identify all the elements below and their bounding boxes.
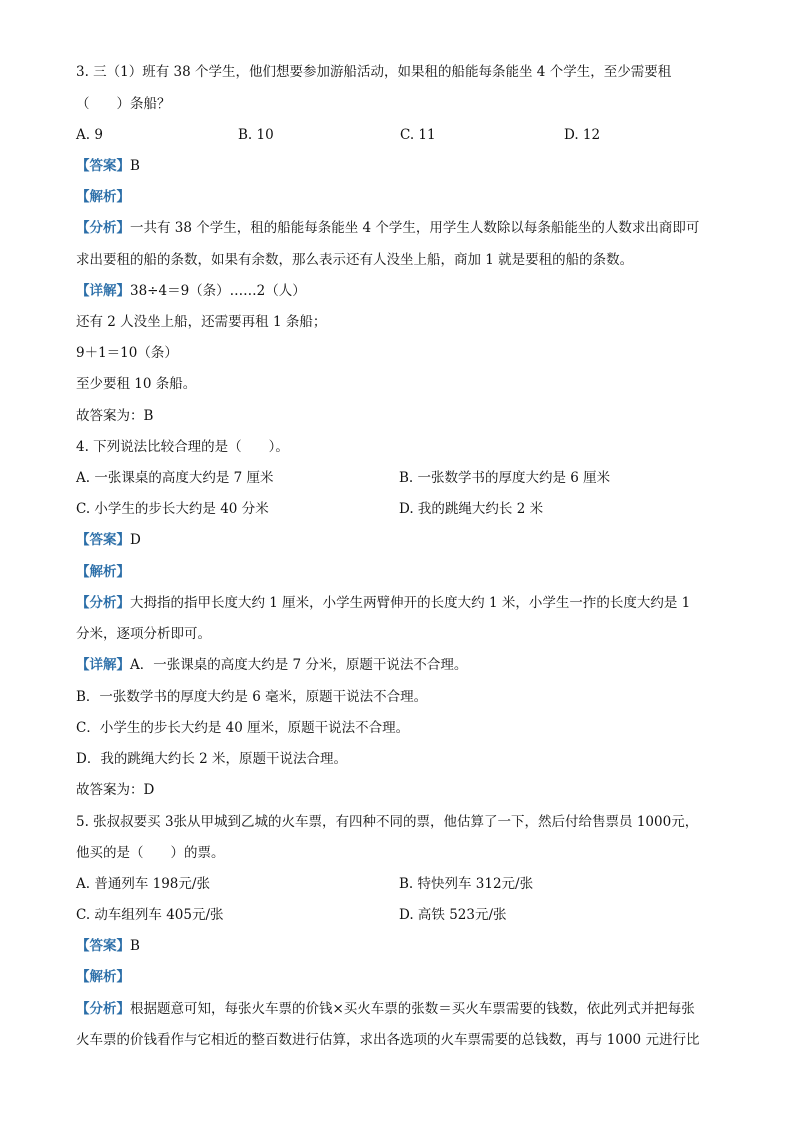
- q5-option-d: D. 高铁 523元/张: [399, 907, 507, 923]
- q5-option-b: B. 特快列车 312元/张: [399, 876, 534, 892]
- q3-fenxi-line2: 求出要租的船的条数，如果有余数，那么表示还有人没坐上船，商加 1 就是要租的船的条数。: [76, 252, 634, 268]
- q5-fenxi-text1: 根据题意可知，每张火车票的价钱×买火车票的张数＝买火车票需要的钱数，依此列式并把每张: [130, 1001, 695, 1017]
- q3-xiangjie-line1: [76, 281, 306, 301]
- q5-fenxi-line1: [76, 999, 695, 1019]
- q4-option-d: D. 我的跳绳大约长 2 米: [399, 501, 544, 517]
- q3-option-c: C. 11: [400, 127, 436, 143]
- q3-conclusion: 故答案为：B: [76, 408, 154, 424]
- q3-stem-line1: 3. 三（1）班有 38 个学生，他们想要参加游船活动，如果租的船能每条能坐 4 个学生，至少需要租: [76, 64, 672, 80]
- q4-stem: 4. 下列说法比较合理的是（ ）。: [76, 439, 289, 455]
- q3-stem-line2: （ ）条船？: [76, 96, 171, 112]
- q5-answer-label: 【答案】: [76, 938, 130, 954]
- q3-option-d: D. 12: [564, 127, 601, 143]
- q3-answer-line: [76, 156, 140, 176]
- q3-fenxi-text1: 一共有 38 个学生，租的船能每条能坐 4 个学生，用学生人数除以每条船能坐的人数求出商即可: [130, 220, 700, 236]
- q5-option-c: C. 动车组列车 405元/张: [76, 907, 224, 923]
- q4-xiangjie-label: 【详解】: [76, 657, 130, 673]
- q4-line-b: B．一张数学书的厚度大约是 6 毫米，原题干说法不合理。: [76, 689, 428, 705]
- q3-answer-label: 【答案】: [76, 158, 130, 174]
- q4-xiangjie-text1: A．一张课桌的高度大约是 7 分米，原题干说法不合理。: [130, 657, 468, 673]
- q3-option-a: A. 9: [76, 127, 103, 143]
- q4-conclusion: 故答案为：D: [76, 782, 155, 798]
- q3-fenxi-line1: [76, 218, 699, 238]
- q4-xiangjie-line1: [76, 655, 467, 675]
- q4-answer-label: 【答案】: [76, 532, 130, 548]
- q5-option-a: A. 普通列车 198元/张: [76, 876, 210, 892]
- q5-analysis-label: 【解析】: [76, 969, 130, 985]
- q3-xiangjie-text1: 38÷4＝9（条）……2（人）: [130, 283, 306, 299]
- q3-xiangjie-label: 【详解】: [76, 283, 130, 299]
- q3-option-b: B. 10: [238, 127, 274, 143]
- q5-answer-value: B: [130, 938, 140, 954]
- q4-option-a: A. 一张课桌的高度大约是 7 厘米: [76, 470, 274, 486]
- q4-fenxi-text1: 大拇指的指甲长度大约 1 厘米，小学生两臂伸开的长度大约 1 米，小学生一拃的长度大约是 1: [130, 595, 691, 611]
- q5-stem-line2: 他买的是（ ）的票。: [76, 845, 225, 861]
- q4-line-d: D．我的跳绳大约长 2 米，原题干说法合理。: [76, 751, 347, 767]
- q3-step3: 9＋1＝10（条）: [76, 345, 178, 361]
- q4-answer-line: [76, 530, 141, 550]
- q5-fenxi-line2: 火车票的价钱看作与它相近的整百数进行估算，求出各选项的火车票需要的总钱数，再与 1000 元进行比: [76, 1032, 700, 1048]
- q4-fenxi-line2: 分米，逐项分析即可。: [76, 626, 211, 642]
- q3-step2: 还有 2 人没坐上船，还需要再租 1 条船；: [76, 314, 327, 330]
- q5-stem-line1: 5. 张叔叔要买 3张从甲城到乙城的火车票，有四种不同的票，他估算了一下，然后付给售票员 1000元，: [76, 814, 699, 830]
- q4-option-c: C. 小学生的步长大约是 40 分米: [76, 501, 269, 517]
- q3-analysis-label: 【解析】: [76, 189, 130, 205]
- q4-line-c: C．小学生的步长大约是 40 厘米，原题干说法不合理。: [76, 720, 410, 736]
- q4-fenxi-label: 【分析】: [76, 595, 130, 611]
- q3-answer-value: B: [130, 158, 140, 174]
- q5-answer-line: [76, 936, 140, 956]
- q3-fenxi-label: 【分析】: [76, 220, 130, 236]
- q5-fenxi-label: 【分析】: [76, 1001, 130, 1017]
- q4-fenxi-line1: [76, 593, 690, 613]
- q3-step4: 至少要租 10 条船。: [76, 376, 197, 392]
- q4-answer-value: D: [130, 532, 141, 548]
- q4-option-b: B. 一张数学书的厚度大约是 6 厘米: [399, 470, 611, 486]
- q4-analysis-label: 【解析】: [76, 564, 130, 580]
